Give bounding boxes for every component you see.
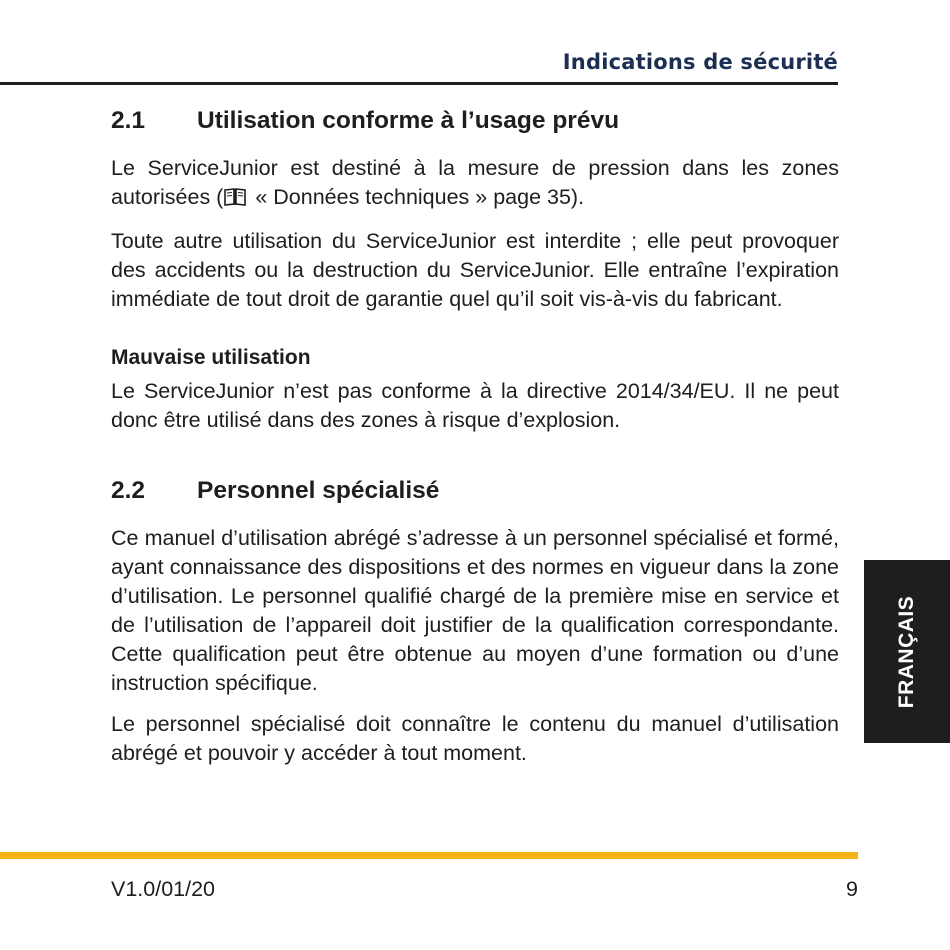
page-content [111, 104, 839, 768]
section-2-1-paragraph-1 [111, 154, 839, 215]
page-number: 9 [846, 877, 858, 901]
section-2-1-paragraph-2: Toute autre utilisation du ServiceJunior est interdite ; elle peut provoquer des accidents ou la destruction du ServiceJunior. Elle entraîne l’expiration immédiate de tout droit de garantie quel qu’il soit vis-à-vis du fabricant. [111, 229, 839, 311]
header-divider [0, 82, 838, 85]
section-2-1-title: Utilisation conforme à l’usage prévu [197, 107, 620, 134]
section-2-2-paragraph-1: Ce manuel d’utilisation abrégé s’adresse à un personnel spécialisé et formé, ayant connaissance des dispositions et des normes en vigueur dans la zone d’utilisation. Le personnel qualifié chargé de la première mise en service et de l’utilisation de l’appareil doit justifier de la qualification correspondante. Cette qualification peut être obtenue au moyen d’une formation ou d’une instruction spécifique. [111, 526, 839, 695]
book-icon [223, 186, 247, 215]
section-2-1-paragraph-1-start: Le ServiceJunior est destiné à la mesure de pression dans les zones autorisées ( [111, 156, 839, 209]
section-2-2-title: Personnel spécialisé [197, 477, 440, 504]
section-2-2-paragraph-2: Le personnel spécialisé doit connaître le contenu du manuel d’utilisation abrégé et pouvoir y accéder à tout moment. [111, 712, 839, 765]
misuse-subheading: Mauvaise utilisation [111, 346, 311, 369]
language-tab-label: FRANÇAIS [895, 595, 918, 708]
footer-divider [0, 852, 858, 859]
section-2-1-paragraph-3: Le ServiceJunior n’est pas conforme à la directive 2014/34/EU. Il ne peut donc être utilisé dans des zones à risque d’explosion. [111, 379, 839, 432]
section-2-2-heading [111, 474, 839, 508]
data-reference-link[interactable]: « Données techniques » page 35). [255, 185, 585, 209]
section-2-2-number: 2.2 [111, 477, 146, 504]
section-2-1-heading [111, 104, 839, 138]
running-header-title: Indications de sécurité [562, 50, 838, 74]
language-tab [864, 560, 950, 743]
document-version: V1.0/01/20 [111, 877, 216, 901]
section-2-1-number: 2.1 [111, 107, 146, 134]
